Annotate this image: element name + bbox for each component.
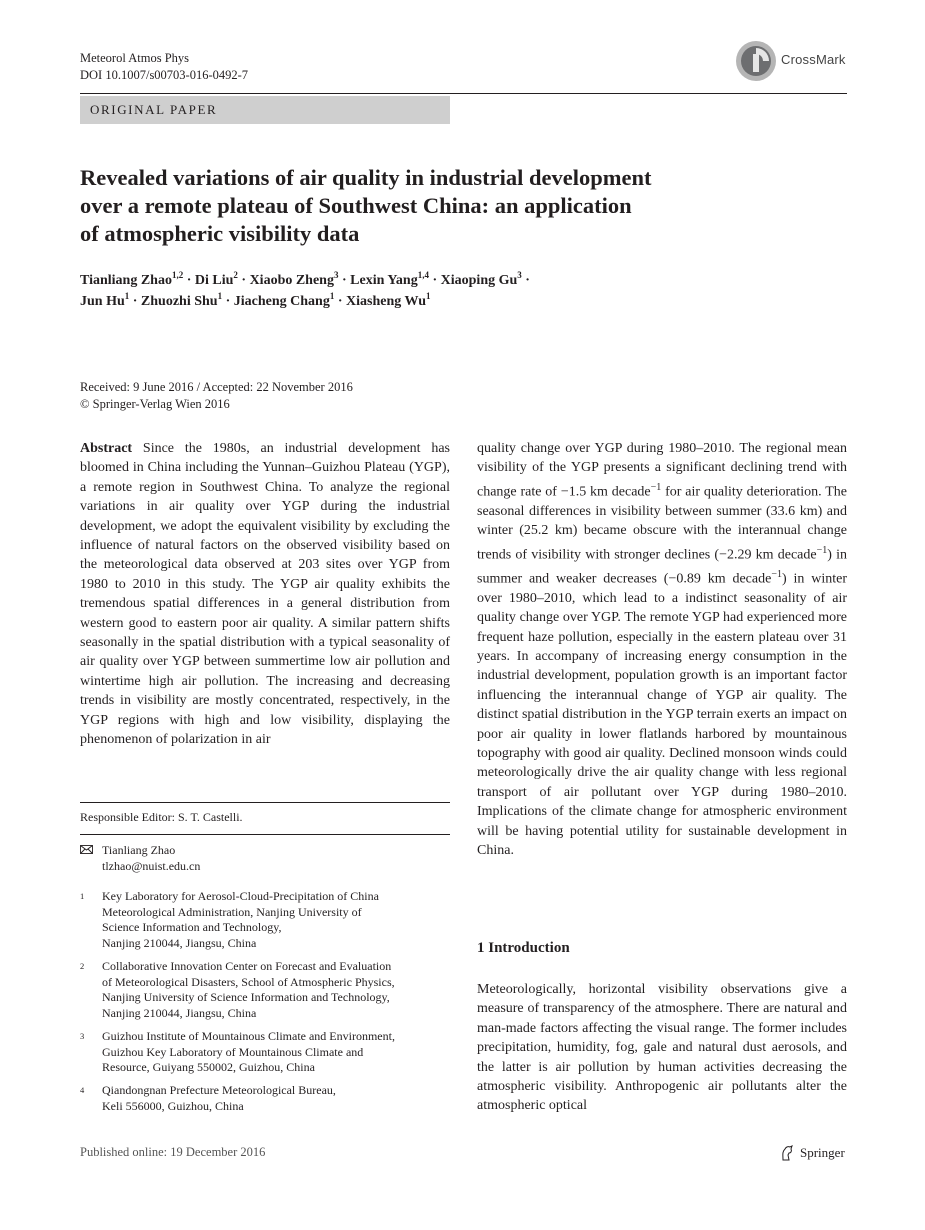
author[interactable]: Xiasheng Wu$^1$ [346,291,431,309]
springer-logo [784,1145,845,1161]
aff-number: 3 [80,1031,85,1041]
author[interactable]: Jiacheng Chang$^1$ [233,291,335,309]
corr-email[interactable]: tlzhao@nuist.edu.cn [102,858,201,873]
springer-horse-icon [780,1145,794,1161]
affiliation-3: Guizhou Institute of Mountainous Climate and Environment, Guizhou Key Laboratory of Mountainous Climate and Resource, Guiyang 550002, Guizhou, China [102,1029,395,1074]
section-heading-introduction: 1 Introduction [477,940,570,956]
article-type-banner [80,96,450,124]
author[interactable]: Di Liu$^2$ [194,270,238,288]
article-dates [80,379,353,412]
received-accepted: Received: 9 June 2016 / Accepted: 22 November 2016 [80,380,353,394]
corr-name: Tianliang Zhao [102,843,176,857]
author[interactable]: Xiaobo Zheng$^3$ [249,270,339,288]
article-type: ORIGINAL PAPER [90,102,218,117]
footnote-rule [80,802,450,803]
affiliation-4: Qiandongnan Prefecture Meteorological Bureau, Keli 556000, Guizhou, China [102,1083,336,1113]
paper-title [80,164,780,248]
copyright: © Springer-Verlag Wien 2016 [80,396,230,411]
author-line-2: Jun Hu$^1$ · Zhuozhi Shu$^1$ · Jiacheng Chang$^1$ · Xiasheng Wu$^1$ [80,291,431,309]
abstract-heading: Abstract [80,441,133,456]
author[interactable]: Zhuozhi Shu$^1$ [140,291,223,309]
journal-info [80,50,248,84]
corresponding-author [102,843,200,874]
crossmark-icon [735,40,777,82]
crossmark-label: CrossMark [781,52,846,67]
aff-number: 4 [80,1085,85,1095]
responsible-editor: Responsible Editor: S. T. Castelli. [80,810,243,824]
header-rule [80,93,847,94]
doi[interactable]: DOI 10.1007/s00703-016-0492-7 [80,68,249,82]
springer-label: Springer [800,1145,845,1160]
abstract-right: quality change over YGP during 1980–2010. The regional mean visibility of the YGP presents a significant declining trend with change rate of −1.5 km decade$^{-1}$ for air quality deterioration. The seasonal differences in visibility between summer (33.6 km) and winter (25.2 km) became obscure with the interannual change trends of visibility with stronger declines (−2.29 km decade$^{-1}$) in summer and weaker decreases (−0.89 km decade$^{-1}$) in winter over 1980–2010, which lead to a indistinct seasonality of air quality change over YGP. The remote YGP had experienced more frequent haze pollution, especially in the eastern plateau over 31 years. In accompany of increasing energy consumption in the industrial development, population growth is an important factor influencing the interannual change of YGP air quality. The distinct spatial distribution in the YGP terrain exerts an impact on poor air quality in lower flatlands harbored by mountainous topography with good air quality. Declined monsoon winds could meteorologically drive the air quality change with less regional transport of air pollutant over YGP during 1980–2010. Implications of the climate change for atmospheric environment will be having potential utility for sustainable development in China. [477,441,847,859]
rate-value: −2.29 km decade [719,547,817,563]
crossmark-badge[interactable] [735,40,855,84]
abstract-text-left: Since the 1980s, an industrial development has bloomed in China including the Yunnan–Guizhou Plateau (YGP), a remote region in Southwest China. To analyze the regional variations in air quality over YGP during the industrial development, we adopt the equivalent visibility by excluding the influence of natural factors on the observed visibility based on the meteorological data observed at 203 sites over YGP from 1980 to 2010 in this study. The YGP air quality exhibits the tremendous spatial differences in a general distribution from western good to eastern poor air quality. A similar pattern shifts seasonally in the spatial distribution with a typical seasonality of air quality over YGP between summertime low air pollution and wintertime high air pollution. The increasing and decreasing trends in visibility are mostly concentrated, respectively, in the YGP regions with high and low visibility, displaying the phenomenon of polarization in air [80,441,450,748]
published-online: Published online: 19 December 2016 [80,1145,266,1159]
author[interactable]: Tianliang Zhao$^{1,2}$ [80,270,184,288]
author[interactable]: Lexin Yang$^{1,4}$ [350,270,429,288]
aff-number: 1 [80,891,85,901]
author[interactable]: Jun Hu$^1$ [80,291,130,309]
affiliation-2: Collaborative Innovation Center on Forecast and Evaluation of Meteorological Disasters, School of Atmospheric Physics, Nanjing University of Science Information and Technology, Nanjing 210044, Jiangsu, China [102,959,395,1020]
author-list [80,270,847,312]
aff-number: 2 [80,961,85,971]
title-line-1: Revealed variations of air quality in industrial development [80,165,652,190]
footnote-rule-2 [80,834,450,835]
envelope-icon [80,845,93,854]
title-line-2: over a remote plateau of Southwest China: an application [80,193,632,218]
title-line-3: of atmospheric visibility data [80,221,360,246]
rate-value: −1.5 km decade [560,484,651,500]
author-line-1: Tianliang Zhao$^{1,2}$ · Di Liu$^2$ · Xiaobo Zheng$^3$ · Lexin Yang$^{1,4}$ · Xiaoping Gu$^3$ · [80,270,530,288]
affiliation-1: Key Laboratory for Aerosol-Cloud-Precipitation of China Meteorological Administration, Nanjing University of Science Information and Technology, Nanjing 210044, Jiangsu, China [102,889,379,950]
intro-text: Meteorologically, horizontal visibility observations give a measure of transparency of the atmosphere. There are natural and man-made factors affecting the visual range. The former includes precipitation, humidity, fog, gale and natural dust aerosols, and the latter is air pollution by human activities decreasing the atmospheric visibility. Anthropogenic air pollutants alter the atmospheric optical [477,982,847,1114]
journal-name: Meteorol Atmos Phys [80,51,190,65]
author[interactable]: Xiaoping Gu$^3$ [440,270,522,288]
rate-value: −0.89 km decade [668,571,772,587]
abstract-left [80,439,450,750]
